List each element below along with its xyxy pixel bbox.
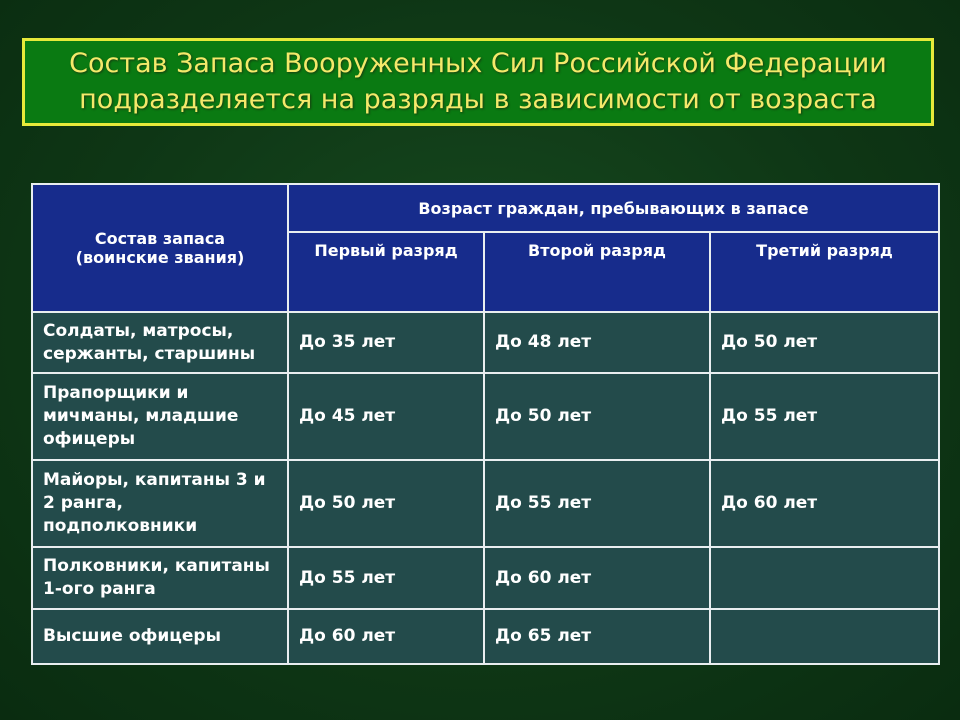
- reserve-ranks-table: [31, 183, 940, 665]
- age-cell: До 65 лет: [484, 609, 710, 664]
- corner-header-line-1: Состав запаса: [94, 229, 226, 248]
- age-cell: До 55 лет: [710, 373, 939, 460]
- age-cell: До 60 лет: [288, 609, 484, 664]
- age-cell: [710, 609, 939, 664]
- age-cell: До 48 лет: [484, 312, 710, 373]
- title-line-2: подразделяется на разряды в зависимости от возраста: [79, 84, 877, 115]
- table-row: [32, 547, 939, 609]
- title-banner: [22, 38, 934, 126]
- age-cell: До 55 лет: [484, 460, 710, 547]
- column-header-third: Третий разряд: [710, 232, 939, 312]
- age-cell: До 60 лет: [484, 547, 710, 609]
- age-cell: До 55 лет: [288, 547, 484, 609]
- corner-header-line-2: (воинские звания): [75, 248, 245, 267]
- rank-cell: Прапорщики и мичманы, младшие офицеры: [32, 373, 288, 460]
- rank-cell: Высшие офицеры: [32, 609, 288, 664]
- rank-cell: Полковники, капитаны 1-ого ранга: [32, 547, 288, 609]
- group-header: Возраст граждан, пребывающих в запасе: [288, 184, 939, 232]
- column-header-first: Первый разряд: [288, 232, 484, 312]
- age-cell: До 50 лет: [484, 373, 710, 460]
- age-cell: [710, 547, 939, 609]
- column-header-second: Второй разряд: [484, 232, 710, 312]
- corner-header: [32, 184, 288, 312]
- table-row: [32, 609, 939, 664]
- table-row: [32, 460, 939, 547]
- age-cell: До 60 лет: [710, 460, 939, 547]
- rank-cell: Майоры, капитаны 3 и 2 ранга, подполковники: [32, 460, 288, 547]
- title-line-1: Состав Запаса Вооруженных Сил Российской Федерации: [69, 48, 887, 79]
- age-cell: До 45 лет: [288, 373, 484, 460]
- table-row: [32, 373, 939, 460]
- age-cell: До 50 лет: [288, 460, 484, 547]
- age-cell: До 35 лет: [288, 312, 484, 373]
- age-cell: До 50 лет: [710, 312, 939, 373]
- rank-cell: Солдаты, матросы, сержанты, старшины: [32, 312, 288, 373]
- table-row: [32, 312, 939, 373]
